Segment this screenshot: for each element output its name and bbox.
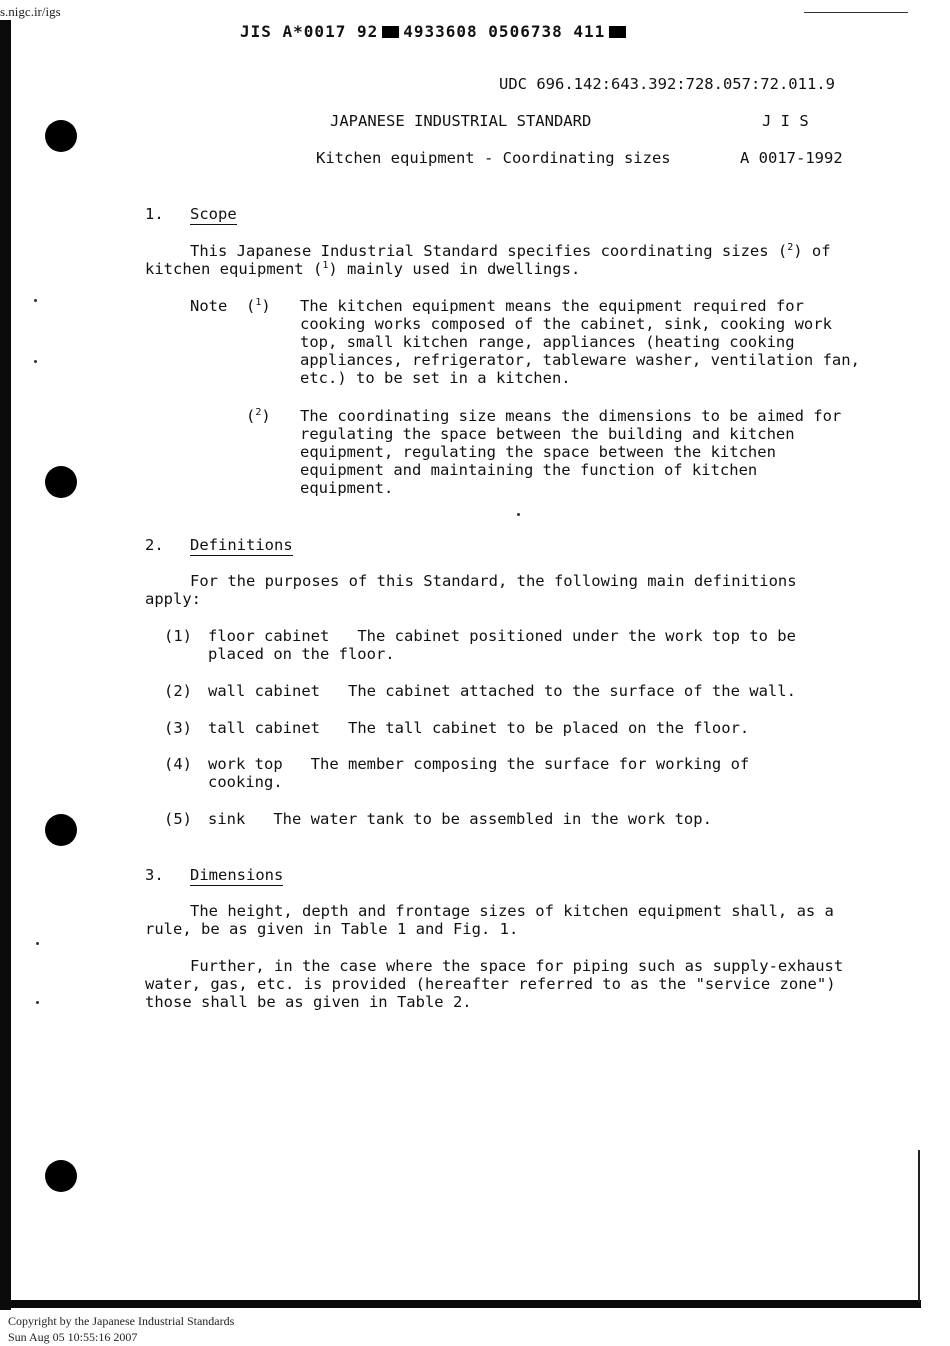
- definition-term: wall cabinet: [208, 682, 320, 700]
- definition-number: (1): [164, 627, 192, 645]
- dimensions-paragraph-line: those shall be as given in Table 2.: [145, 993, 472, 1011]
- scan-right-edge: [918, 1150, 920, 1302]
- note-1-text: The kitchen equipment means the equipment required for cooking works composed of the cabinet, sink, cooking work top, small kitchen range, appliances (heating cooking appliances, refrigerator, tableware washer, ventilation fan, etc.) to be set in a kitchen.: [300, 297, 860, 387]
- definition-term: work top: [208, 755, 283, 773]
- document-code-suffix: 4933608 0506738 411: [403, 22, 606, 41]
- note-marker: ($^1$): [246, 297, 271, 315]
- scan-top-rule: [804, 12, 908, 13]
- jis-mark: J I S: [762, 112, 809, 130]
- definition-text: The cabinet positioned under the work top to be: [357, 627, 796, 645]
- definition-number: (2): [164, 682, 192, 700]
- definition-term: tall cabinet: [208, 719, 320, 737]
- document-code: [240, 22, 630, 41]
- standard-number: A 0017-1992: [740, 149, 843, 167]
- punch-hole: [45, 1160, 77, 1192]
- definition-text: The member composing the surface for working of: [310, 755, 750, 773]
- document-title: Kitchen equipment - Coordinating sizes: [316, 149, 671, 167]
- scan-speck: [517, 513, 520, 516]
- definition-number: (5): [164, 810, 192, 828]
- dimensions-paragraph-line: rule, be as given in Table 1 and Fig. 1.: [145, 920, 519, 938]
- note-label: Note: [190, 297, 228, 315]
- definition-entry: [208, 682, 796, 700]
- scan-left-border: [0, 20, 11, 1310]
- timestamp: Sun Aug 05 10:55:16 2007: [8, 1330, 138, 1344]
- definition-number: (3): [164, 719, 192, 737]
- definition-entry: [208, 627, 796, 645]
- note-marker: ($^2$): [246, 407, 271, 425]
- document-code-prefix: JIS A*0017 92: [240, 22, 379, 41]
- scan-speck: [34, 299, 37, 302]
- definitions-intro-line: apply:: [145, 590, 201, 608]
- redaction-block: [609, 26, 626, 38]
- standard-label: JAPANESE INDUSTRIAL STANDARD: [330, 112, 592, 130]
- definitions-intro-line: For the purposes of this Standard, the following main definitions: [190, 572, 797, 590]
- section-number: 1.: [145, 205, 164, 223]
- copyright-notice: Copyright by the Japanese Industrial Standards: [8, 1314, 235, 1328]
- scan-bottom-border: [0, 1300, 921, 1308]
- definition-term: floor cabinet: [208, 627, 330, 645]
- scan-speck: [36, 1001, 39, 1004]
- dimensions-paragraph-line: The height, depth and frontage sizes of kitchen equipment shall, as a: [190, 902, 834, 920]
- definition-text: The water tank to be assembled in the work top.: [273, 810, 712, 828]
- definition-continuation: cooking.: [208, 773, 283, 791]
- scope-paragraph-line: This Japanese Industrial Standard specifies coordinating sizes ($^2$) of: [190, 242, 831, 260]
- scan-speck: [34, 360, 37, 363]
- definition-text: The tall cabinet to be placed on the floor.: [347, 719, 750, 737]
- section-heading-definitions: Definitions: [190, 536, 293, 554]
- definition-number: (4): [164, 755, 192, 773]
- section-number: 2.: [145, 536, 164, 554]
- scope-paragraph-line: kitchen equipment ($^1$) mainly used in dwellings.: [145, 260, 581, 278]
- note-2-text: The coordinating size means the dimensions to be aimed for regulating the space between the building and kitchen equipment, regulating the space between the kitchen equipment and maintaining the function of kitchen equipment.: [300, 407, 842, 497]
- definition-text: The cabinet attached to the surface of the wall.: [347, 682, 796, 700]
- definition-continuation: placed on the floor.: [208, 645, 395, 663]
- definition-entry: [208, 755, 749, 773]
- udc-number: UDC 696.142:643.392:728.057:72.011.9: [499, 75, 835, 93]
- punch-hole: [45, 814, 77, 846]
- section-heading-dimensions: Dimensions: [190, 866, 284, 884]
- definition-entry: [208, 719, 749, 737]
- dimensions-paragraph-line: Further, in the case where the space for piping such as supply-exhaust: [190, 957, 844, 975]
- definition-term: sink: [208, 810, 246, 828]
- definition-entry: [208, 810, 712, 828]
- section-heading-scope: Scope: [190, 205, 237, 223]
- redaction-block: [382, 26, 399, 38]
- section-number: 3.: [145, 866, 164, 884]
- punch-hole: [45, 466, 77, 498]
- scan-speck: [36, 942, 39, 945]
- corner-url: s.nigc.ir/igs: [0, 4, 61, 19]
- punch-hole: [45, 120, 77, 152]
- dimensions-paragraph-line: water, gas, etc. is provided (hereafter referred to as the "service zone"): [145, 975, 836, 993]
